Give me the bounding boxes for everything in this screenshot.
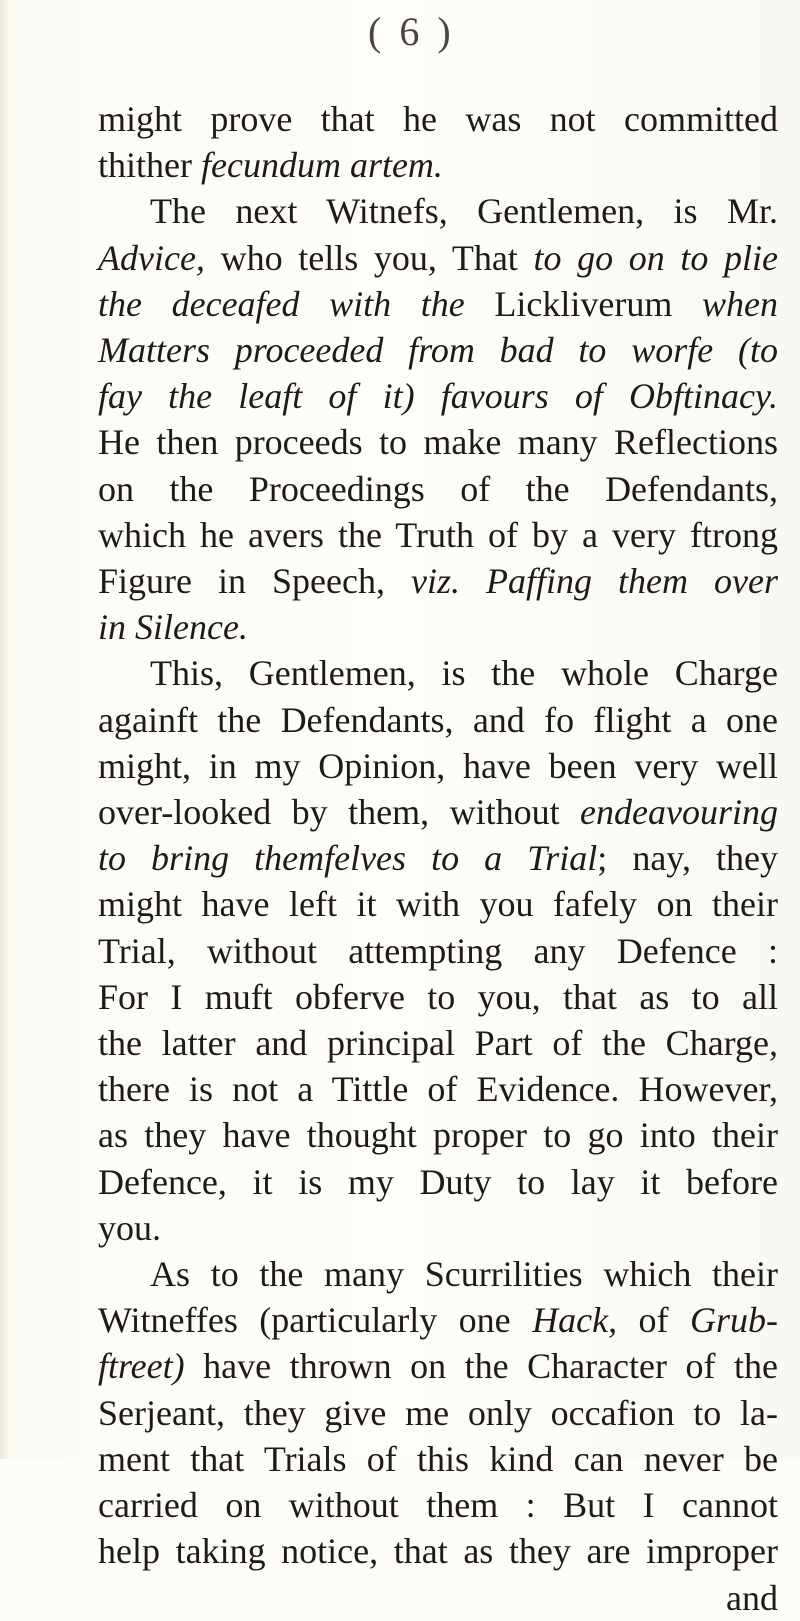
text-line: As to the many Scurrilities which their — [150, 1254, 778, 1295]
page-crease-shadow — [0, 0, 10, 1459]
text-line: fay the leaft of it) favours of Obftinacy. — [98, 376, 778, 417]
text-line: might, in my Opinion, have been very well — [98, 745, 778, 786]
text-line: the deceafed with the Lickliverum when — [98, 283, 778, 324]
text-line: which he avers the Truth of by a very ftrong — [98, 514, 778, 555]
text-line: in Silence. — [98, 607, 248, 648]
text-line: ftreet) have thrown on the Character of the — [98, 1346, 778, 1387]
text-line: Trial, without attempting any Defence : — [98, 930, 778, 971]
text-line: Witneffes (particularly one Hack, of Grub- — [98, 1300, 778, 1341]
text-line: help taking notice, that as they are improper — [98, 1531, 778, 1572]
text-line: The next Witnefs, Gentlemen, is Mr. — [150, 191, 778, 232]
text-line: on the Proceedings of the Defendants, — [98, 468, 778, 509]
text-line: For I muft obferve to you, that as to all — [98, 976, 778, 1017]
text-line: Figure in Speech, viz. Paffing them over — [98, 561, 779, 602]
text-line: to bring themfelves to a Trial; nay, they — [98, 838, 778, 879]
text-line: This, Gentlemen, is the whole Charge — [150, 653, 778, 694]
text-line: there is not a Tittle of Evidence. However, — [98, 1069, 778, 1110]
text-line: might have left it with you fafely on their — [98, 884, 778, 925]
text-line: might prove that he was not committed — [98, 99, 778, 139]
text-line: Advice, who tells you, That to go on to plie — [98, 237, 778, 278]
text-line: you. — [98, 1207, 161, 1248]
text-line: over-looked by them, without endeavouring — [98, 792, 778, 833]
text-line: He then proceeds to make many Reflections — [98, 422, 778, 463]
text-line: ment that Trials of this kind can never be — [98, 1438, 778, 1479]
text-line: againft the Defendants, and fo flight a one — [98, 699, 778, 740]
text-line: thither fecundum artem. — [98, 145, 443, 186]
text-line: as they have thought proper to go into their — [98, 1115, 778, 1156]
body-text — [98, 96, 778, 1621]
text-line: Matters proceeded from bad to worfe (to — [98, 330, 778, 371]
text-line: Serjeant, they give me only occafion to la- — [98, 1392, 778, 1433]
text-line: the latter and principal Part of the Charge, — [98, 1023, 778, 1064]
text-line: Defence, it is my Duty to lay it before — [98, 1161, 778, 1202]
catchword: and — [726, 1577, 778, 1618]
text-line: carried on without them : But I cannot — [98, 1485, 778, 1526]
page-number: ( 6 ) — [368, 9, 455, 54]
